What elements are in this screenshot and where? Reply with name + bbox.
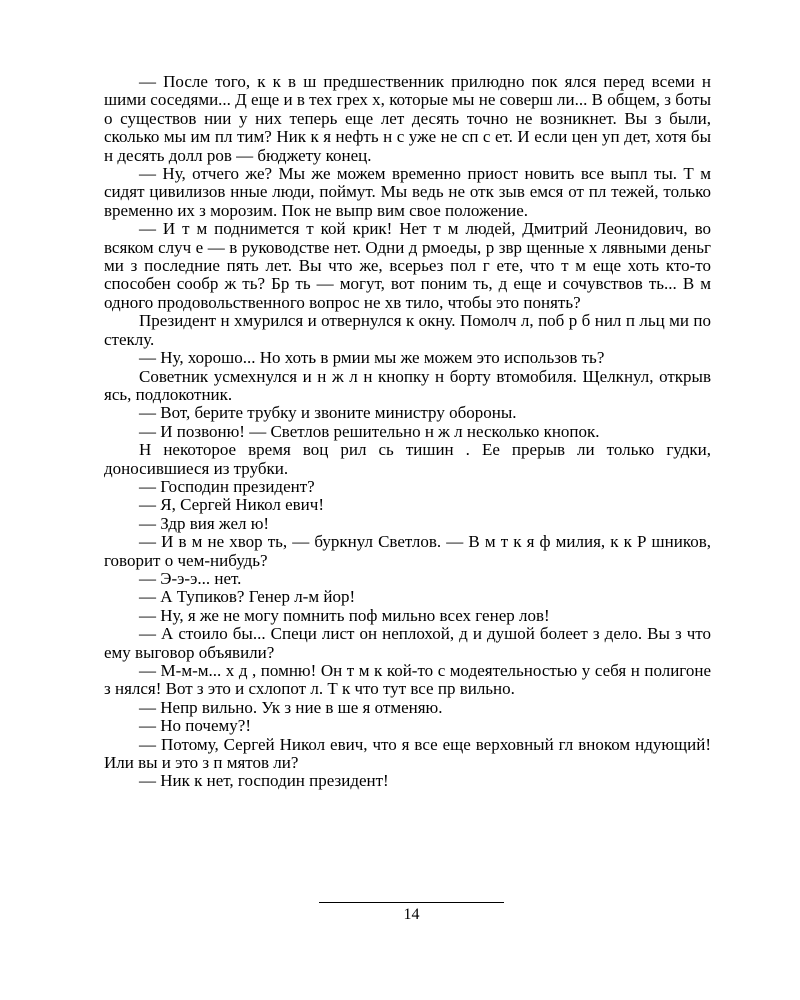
- paragraph: — И позвоню! — Светлов решительно н ж л несколько кнопок.: [139, 421, 600, 441]
- paragraph: — Непр вильно. Ук з ние в ше я отменяю.: [139, 697, 443, 717]
- paragraph: — Я, Сергей Никол евич!: [139, 495, 324, 515]
- paragraph: — М-м-м... х д , помню! Он т м к кой-то с модеятельностью у себя н полигоне з нялся! Вот з это и схлопот л. Т к что тут все пр вильно.: [104, 661, 711, 699]
- paragraph: — И т м поднимется т кой крик! Нет т м людей, Дмитрий Леонидович, во всяком случ е — в руководстве нет. Одни д рмоеды, р звр щенные х лявными деньг ми з последние пять лет. Вы что же, всерьез пол г ете, что т м еще хоть кто-то способен сообр ж ть? Бр ть — могут, вот поним ть, д еще и сочувствов ть... В м одного продовольственного вопрос не хв тило, чтобы это понять?: [104, 219, 711, 312]
- paragraph: Н некоторое время воц рил сь тишин . Ее прерыв ли только гудки, доносившиеся из трубки.: [104, 440, 711, 478]
- paragraph: — Здр вия жел ю!: [139, 513, 270, 533]
- paragraph: — После того, к к в ш предшественник прилюдно пок ялся перед всеми н шими соседями... Д еще и в тех грех х, которые мы не соверш ли... В общем, з боты о существов нии у них теперь еще лет десять точно не возникнет. Вы з были, сколько мы им пл тим? Ник к я нефть н с уже не сп с ет. И если цен уп дет, хотя бы н десять долл ров — бюджету конец.: [104, 72, 711, 165]
- paragraph: — Э-э-э... нет.: [139, 568, 242, 588]
- paragraph: — Потому, Сергей Никол евич, что я все еще верховный гл вноком ндующий! Или вы и это з п мятов ли?: [104, 734, 711, 773]
- paragraph: — И в м не хвор ть, — буркнул Светлов. — В м т к я ф милия, к к Р шников, говорит о чем-нибудь?: [104, 532, 711, 570]
- paragraph: — Вот, берите трубку и звоните министру обороны.: [139, 403, 517, 423]
- paragraph: — Но почему?!: [139, 716, 251, 736]
- page-body: [104, 73, 711, 791]
- paragraph: — Ну, я же не могу помнить поф мильно всех генер лов!: [139, 605, 550, 625]
- paragraph: — А стоило бы... Специ лист он неплохой, д и душой болеет з дело. Вы з что ему выговор объявили?: [104, 624, 711, 662]
- paragraph: — Ну, хорошо... Но хоть в рмии мы же можем это использов ть?: [139, 348, 605, 368]
- paragraph: Советник усмехнулся и н ж л н кнопку н борту втомобиля. Щелкнул, открыв ясь, подлокотник.: [104, 366, 711, 404]
- paragraph: — Господин президент?: [139, 476, 315, 496]
- paragraph: — А Тупиков? Генер л-м йор!: [139, 587, 356, 607]
- footer-rule: [319, 902, 504, 903]
- paragraph: — Ник к нет, господин президент!: [139, 771, 389, 791]
- paragraph: Президент н хмурился и отвернулся к окну. Помолч л, поб р б нил п льц ми по стеклу.: [104, 311, 711, 349]
- paragraph: — Ну, отчего же? Мы же можем временно приост новить все выпл ты. Т м сидят цивилизов нные люди, поймут. Мы ведь не отк зыв емся от пл тежей, только временно их з морозим. Пок не выпр вим свое положение.: [104, 164, 711, 220]
- page-number: 14: [403, 906, 420, 923]
